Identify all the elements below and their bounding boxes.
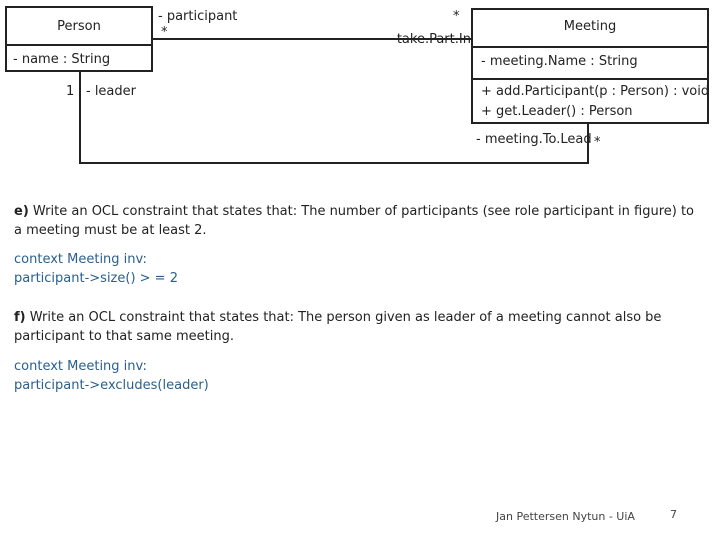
take-part-in-role-label: - take.Part.In — [388, 32, 471, 47]
answer-e-line-2: participant->size() > = 2 — [14, 271, 178, 286]
meeting-divider-1 — [473, 46, 707, 48]
meeting-operation-2: + get.Leader() : Person — [481, 104, 633, 119]
leader-multiplicity: 1 — [66, 84, 75, 99]
participant-role-label: - participant — [158, 9, 238, 24]
meeting-class — [471, 8, 709, 124]
meeting-class-name: Meeting — [563, 19, 617, 34]
person-class-name: Person — [57, 19, 101, 34]
question-f — [14, 308, 704, 346]
meeting-to-lead-multiplicity: * — [594, 135, 601, 150]
question-e-text: Write an OCL constraint that states that: The number of participants (see role participant in figure) to a meeting must be at least 2. — [14, 204, 695, 238]
question-e-label: e) — [14, 204, 29, 219]
meeting-operation-1: + add.Participant(p : Person) : void — [481, 84, 710, 99]
answer-f-line-2: participant->excludes(leader) — [14, 378, 209, 393]
meeting-to-lead-role-label: - meeting.To.Lead — [476, 132, 592, 147]
leader-association-line-left — [79, 72, 81, 164]
leader-association-line-bottom — [79, 162, 589, 164]
answer-f-line-1: context Meeting inv: — [14, 359, 147, 374]
question-e — [14, 202, 704, 240]
meeting-attribute: - meeting.Name : String — [481, 54, 638, 69]
person-class — [5, 6, 153, 72]
page-number: 7 — [670, 508, 677, 521]
question-f-label: f) — [14, 310, 26, 325]
leader-role-label: - leader — [86, 84, 136, 99]
person-divider — [7, 44, 151, 46]
question-f-text: Write an OCL constraint that states that: The person given as leader of a meeting cannot also be participant to that same meeting. — [14, 310, 662, 344]
participant-multiplicity-right: * — [453, 9, 460, 24]
meeting-divider-2 — [473, 78, 707, 80]
answer-e-line-1: context Meeting inv: — [14, 252, 147, 267]
person-attribute: - name : String — [13, 52, 111, 67]
participant-multiplicity-left: * — [161, 25, 168, 40]
footer-author: Jan Pettersen Nytun - UiA — [496, 510, 635, 523]
